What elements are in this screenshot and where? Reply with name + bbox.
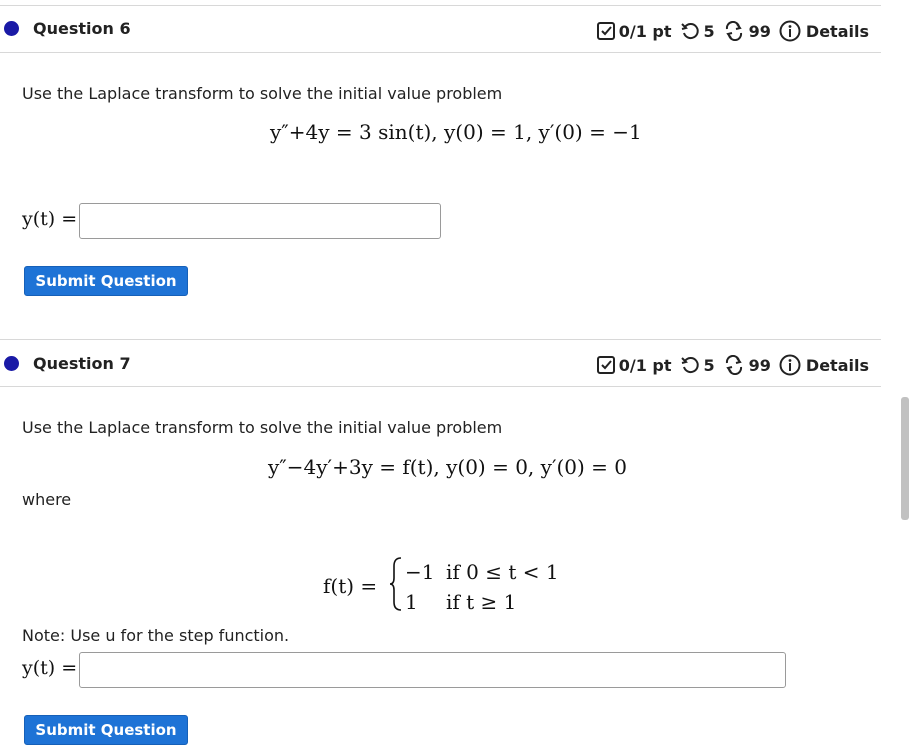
retries-count: 5 xyxy=(703,21,715,41)
note-text: Note: Use u for the step function. xyxy=(22,626,290,645)
where-label: where xyxy=(22,490,72,509)
divider xyxy=(0,5,881,6)
question-status-dot xyxy=(4,21,19,36)
question-prompt: Use the Laplace transform to solve the initial value problem xyxy=(22,84,503,103)
answer-input[interactable] xyxy=(79,203,441,239)
attempts-icon xyxy=(723,21,745,41)
answer-label: y(t) = xyxy=(22,208,78,230)
question-prompt: Use the Laplace transform to solve the initial value problem xyxy=(22,418,503,437)
divider xyxy=(0,52,881,53)
attempts-count: 99 xyxy=(748,21,771,41)
piecewise-case1-condition: if 0 ≤ t < 1 xyxy=(446,560,559,584)
piecewise-lhs: f(t) = xyxy=(323,574,378,598)
divider xyxy=(0,339,881,340)
checkbox-icon xyxy=(596,21,616,41)
question-meta xyxy=(596,354,869,376)
question-title: Question 6 xyxy=(33,19,131,38)
piecewise-case2-value: 1 xyxy=(405,590,418,614)
question-title: Question 7 xyxy=(33,354,131,373)
answer-label: y(t) = xyxy=(22,657,78,679)
piecewise-brace xyxy=(389,556,403,617)
ivp-equation: y″−4y′+3y = f(t), y(0) = 0, y′(0) = 0 xyxy=(268,455,628,479)
divider xyxy=(0,386,881,387)
question-status-dot xyxy=(4,356,19,371)
points-text: 0/1 pt xyxy=(618,21,672,41)
piecewise-case2-condition: if t ≥ 1 xyxy=(446,590,517,614)
submit-question-button[interactable]: Submit Question xyxy=(24,266,188,296)
answer-input[interactable] xyxy=(79,652,786,688)
piecewise-case1-value: −1 xyxy=(405,560,435,584)
checkbox-icon xyxy=(596,355,616,375)
retry-icon xyxy=(680,355,700,375)
scrollbar-thumb[interactable] xyxy=(901,397,909,520)
points-text: 0/1 pt xyxy=(618,355,672,375)
info-icon[interactable] xyxy=(779,20,801,42)
details-link[interactable]: Details xyxy=(805,355,869,375)
ivp-equation: y″+4y = 3 sin(t), y(0) = 1, y′(0) = −1 xyxy=(270,120,642,144)
question-meta xyxy=(596,20,869,42)
retries-count: 5 xyxy=(703,355,715,375)
info-icon[interactable] xyxy=(779,354,801,376)
submit-question-button[interactable]: Submit Question xyxy=(24,715,188,745)
attempts-icon xyxy=(723,355,745,375)
retry-icon xyxy=(680,21,700,41)
details-link[interactable]: Details xyxy=(805,21,869,41)
attempts-count: 99 xyxy=(748,355,771,375)
